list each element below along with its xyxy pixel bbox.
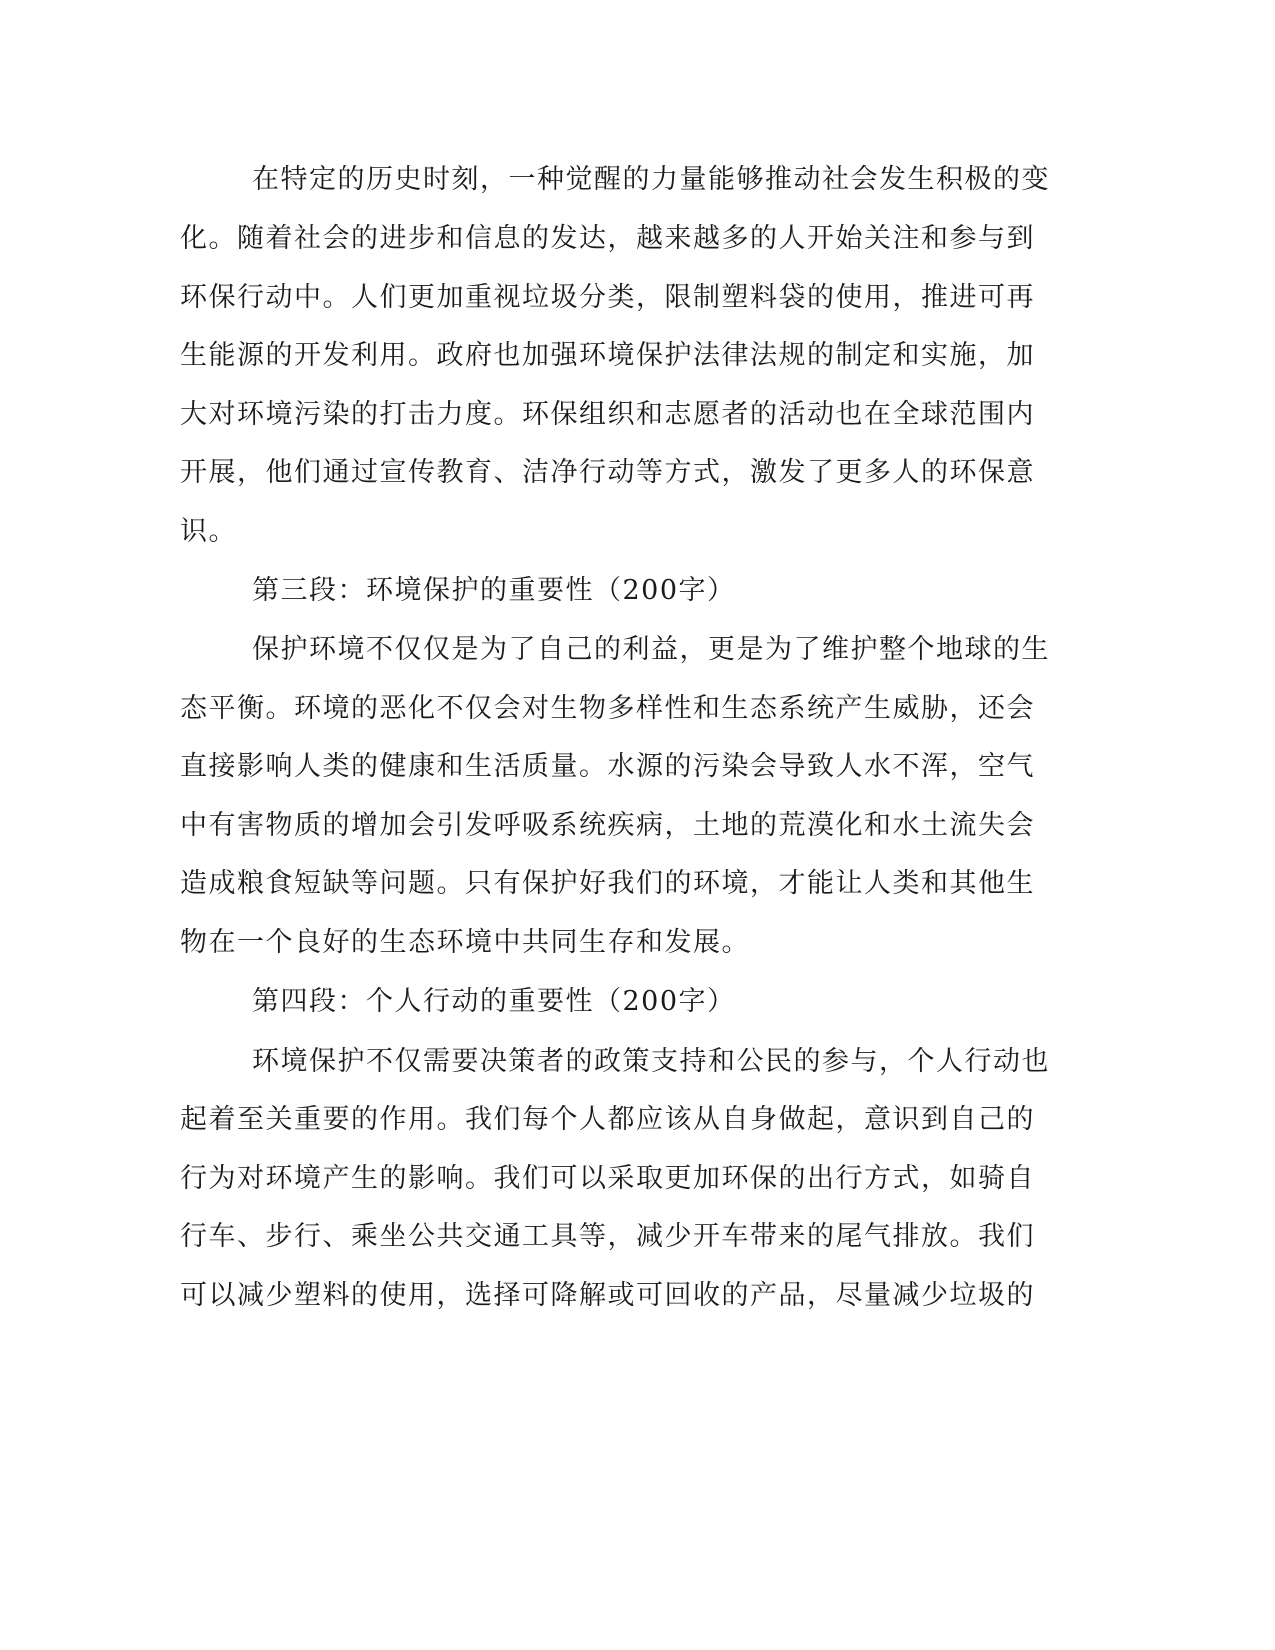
paragraph-line: 直接影响人类的健康和生活质量。水源的污染会导致人水不浑，空气 xyxy=(180,751,1035,782)
paragraph-line: 生能源的开发利用。政府也加强环境保护法律法规的制定和实施，加 xyxy=(180,340,1035,371)
section-heading: 第四段：个人行动的重要性（200字） xyxy=(252,986,736,1017)
paragraph-line: 识。 xyxy=(180,516,237,547)
paragraph-line: 环境保护不仅需要决策者的政策支持和公民的参与，个人行动也 xyxy=(252,1046,1050,1077)
paragraph-line: 中有害物质的增加会引发呼吸系统疾病，土地的荒漠化和水土流失会 xyxy=(180,810,1035,841)
paragraph-line: 起着至关重要的作用。我们每个人都应该从自身做起，意识到自己的 xyxy=(180,1104,1035,1135)
paragraph-line: 环保行动中。人们更加重视垃圾分类，限制塑料袋的使用，推进可再 xyxy=(180,282,1035,313)
paragraph-line: 行车、步行、乘坐公共交通工具等，减少开车带来的尾气排放。我们 xyxy=(180,1221,1035,1252)
paragraph-line: 化。随着社会的进步和信息的发达，越来越多的人开始关注和参与到 xyxy=(180,223,1035,254)
paragraph-line: 大对环境污染的打击力度。环保组织和志愿者的活动也在全球范围内 xyxy=(180,399,1035,430)
paragraph-line: 造成粮食短缺等问题。只有保护好我们的环境，才能让人类和其他生 xyxy=(180,868,1035,899)
paragraph-line: 在特定的历史时刻，一种觉醒的力量能够推动社会发生积极的变 xyxy=(252,164,1050,195)
paragraph-line: 开展，他们通过宣传教育、洁净行动等方式，激发了更多人的环保意 xyxy=(180,457,1035,488)
paragraph-line: 行为对环境产生的影响。我们可以采取更加环保的出行方式，如骑自 xyxy=(180,1163,1035,1194)
section-heading: 第三段：环境保护的重要性（200字） xyxy=(252,575,736,606)
paragraph-line: 物在一个良好的生态环境中共同生存和发展。 xyxy=(180,927,750,958)
paragraph-line: 态平衡。环境的恶化不仅会对生物多样性和生态系统产生威胁，还会 xyxy=(180,693,1035,724)
paragraph-line: 保护环境不仅仅是为了自己的利益，更是为了维护整个地球的生 xyxy=(252,634,1050,665)
paragraph-line: 可以减少塑料的使用，选择可降解或可回收的产品，尽量减少垃圾的 xyxy=(180,1280,1035,1311)
